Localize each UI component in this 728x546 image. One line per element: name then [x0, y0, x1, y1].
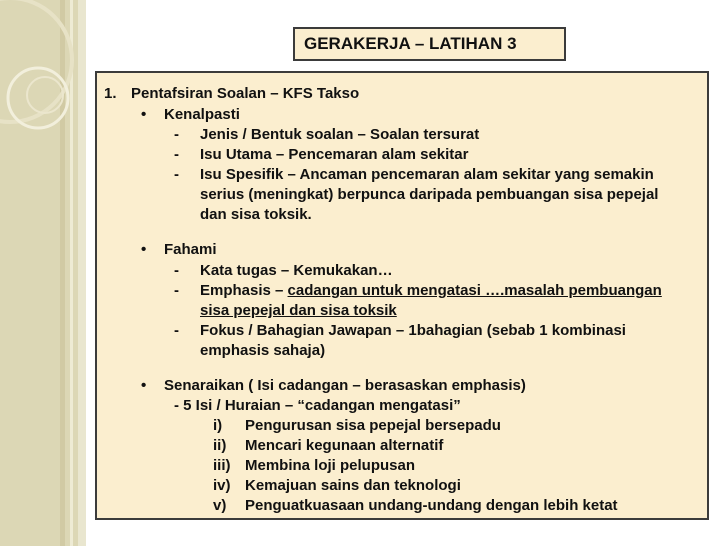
- fahami-label: Fahami: [164, 241, 217, 258]
- dash-marker: -: [174, 166, 179, 183]
- dash-marker: -: [174, 262, 179, 279]
- dash-marker: -: [174, 282, 179, 299]
- emphasis-item: [200, 281, 662, 301]
- roman-numeral: v): [213, 497, 227, 514]
- section-heading: Pentafsiran Soalan – KFS Takso: [131, 85, 360, 102]
- list-item: Kemajuan sains dan teknologi: [245, 477, 461, 494]
- fokus-item: Fokus / Bahagian Jawapan – 1bahagian (sebab 1 kombinasi: [200, 322, 626, 339]
- list-item-continuation: dan sisa toksik.: [200, 206, 312, 223]
- roman-numeral: i): [213, 417, 223, 434]
- section-number: 1.: [104, 85, 117, 102]
- list-item: Isu Spesifik – Ancaman pencemaran alam sekitar yang semakin: [200, 166, 654, 183]
- list-item: Penguatkuasaan undang-undang dengan lebih ketat: [245, 497, 618, 514]
- fokus-item-continuation: emphasis sahaja): [200, 342, 326, 359]
- emphasis-prefix: Emphasis –: [200, 282, 288, 299]
- list-item: Isu Utama – Pencemaran alam sekitar: [200, 146, 469, 163]
- bullet-icon: •: [141, 377, 147, 394]
- senaraikan-label: Senaraikan ( Isi cadangan – berasaskan emphasis): [164, 377, 526, 394]
- list-item: Jenis / Bentuk soalan – Soalan tersurat: [200, 126, 480, 143]
- kenalpasti-label: Kenalpasti: [164, 106, 240, 123]
- kata-tugas-item: Kata tugas – Kemukakan…: [200, 262, 393, 279]
- dash-marker: -: [174, 146, 179, 163]
- bullet-icon: •: [141, 106, 147, 123]
- dash-marker: -: [174, 126, 179, 143]
- bullet-icon: •: [141, 241, 147, 258]
- roman-numeral: iii): [213, 457, 231, 474]
- list-item-continuation: serius (meningkat) berpunca daripada pembuangan sisa pepejal: [200, 186, 659, 203]
- content-panel: [95, 71, 709, 520]
- list-item: Mencari kegunaan alternatif: [245, 437, 444, 454]
- slide-title: GERAKERJA – LATIHAN 3: [293, 27, 566, 61]
- emphasis-underlined-continuation: sisa pepejal dan sisa toksik: [200, 302, 397, 319]
- emphasis-underlined-text: cadangan untuk mengatasi ….masalah pembuangan: [287, 282, 662, 299]
- roman-numeral: iv): [213, 477, 231, 494]
- senaraikan-subheading: - 5 Isi / Huraian – “cadangan mengatasi”: [174, 397, 461, 414]
- list-item: Membina loji pelupusan: [245, 457, 416, 474]
- roman-numeral: ii): [213, 437, 227, 454]
- list-item: Pengurusan sisa pepejal bersepadu: [245, 417, 501, 434]
- dash-marker: -: [174, 322, 179, 339]
